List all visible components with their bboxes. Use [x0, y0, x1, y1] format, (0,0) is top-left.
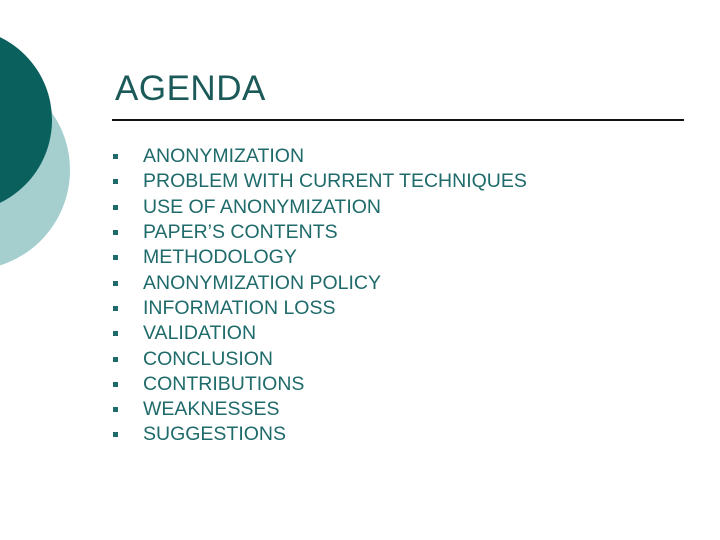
- bullet-icon: [113, 281, 118, 286]
- slide-title: AGENDA: [115, 69, 266, 108]
- list-item-label: METHODOLOGY: [143, 246, 297, 269]
- bullet-icon: [113, 357, 118, 362]
- list-item: [113, 397, 527, 422]
- list-item: [113, 195, 527, 220]
- list-item: [113, 245, 527, 270]
- list-item: [113, 270, 527, 295]
- list-item-label: CONCLUSION: [143, 347, 274, 370]
- bullet-icon: [113, 432, 118, 437]
- bullet-icon: [113, 255, 118, 260]
- list-item-label: WEAKNESSES: [143, 398, 280, 421]
- list-item: [113, 169, 527, 194]
- decorative-circles: [0, 0, 120, 300]
- bullet-icon: [113, 179, 118, 184]
- list-item-label: USE OF ANONYMIZATION: [143, 195, 381, 218]
- agenda-list: [113, 144, 527, 448]
- bullet-icon: [113, 154, 118, 159]
- list-item-label: ANONYMIZATION: [143, 145, 305, 168]
- list-item: [113, 321, 527, 346]
- list-item-label: SUGGESTIONS: [143, 423, 287, 446]
- bullet-icon: [113, 230, 118, 235]
- list-item-label: CONTRIBUTIONS: [143, 372, 305, 395]
- list-item-label: PAPER’S CONTENTS: [143, 221, 338, 244]
- list-item: [113, 220, 527, 245]
- bullet-icon: [113, 306, 118, 311]
- list-item-label: VALIDATION: [143, 322, 257, 345]
- list-item-label: PROBLEM WITH CURRENT TECHNIQUES: [143, 170, 527, 193]
- list-item: [113, 296, 527, 321]
- list-item: [113, 346, 527, 371]
- list-item: [113, 422, 527, 447]
- bullet-icon: [113, 205, 118, 210]
- bullet-icon: [113, 407, 118, 412]
- list-item: [113, 144, 527, 169]
- list-item-label: INFORMATION LOSS: [143, 296, 336, 319]
- bullet-icon: [113, 382, 118, 387]
- bullet-icon: [113, 331, 118, 336]
- list-item-label: ANONYMIZATION POLICY: [143, 271, 381, 294]
- title-underline: [112, 119, 684, 121]
- list-item: [113, 372, 527, 397]
